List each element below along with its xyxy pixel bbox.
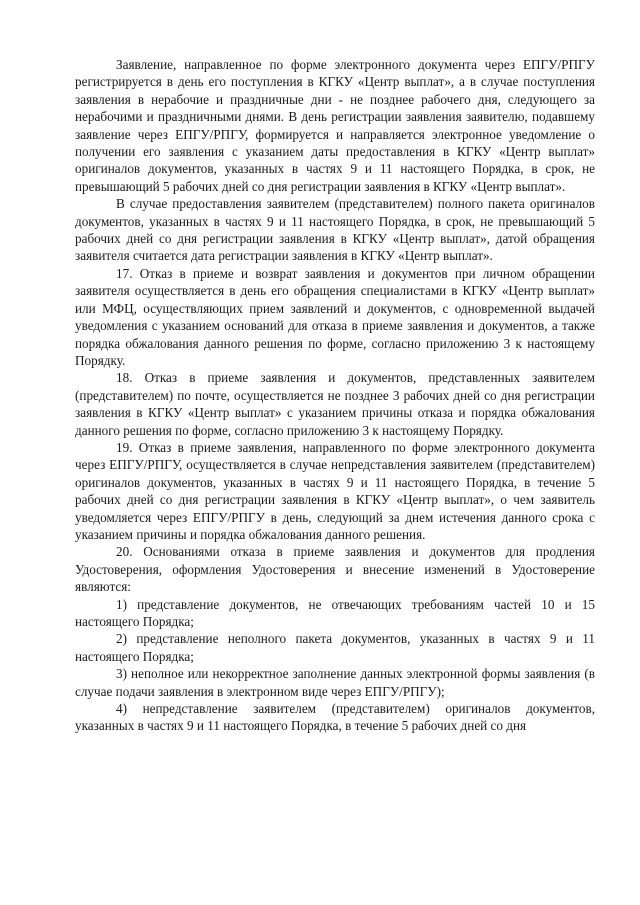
paragraph-18: 18. Отказ в приеме заявления и документов, представленных заявителем (представителем) по почте, осуществляется не позднее 3 рабочих дней со дня регистрации заявления в КГКУ «Центр выплат» с указанием причины отказа и порядка обжалования данного решения по форме, согласно приложению 3 к настоящему Порядку. [75,370,595,438]
paragraph-19: 19. Отказ в приеме заявления, направленного по форме электронного документа через ЕПГУ/РПГУ, осуществляется в случае непредставления заявителем (представителем) оригиналов документов, указанных в частях 9 и 11 настоящего Порядка, в течение 5 рабочих дней со дня регистрации заявления в КГКУ «Центр выплат», о чем заявитель уведомляется через ЕПГУ/РПГУ в день, следующий за днем истечения данного срока с указанием причины и порядка обжалования данного решения. [75,439,595,542]
document-page [75,56,595,735]
list-item-3: 3) неполное или некорректное заполнение данных электронной формы заявления (в случае подачи заявления в электронном виде через ЕПГУ/РПГУ); [75,666,595,699]
paragraph-full-package: В случае предоставления заявителем (представителем) полного пакета оригиналов документов, указанных в частях 9 и 11 настоящего Порядка, в срок, не превышающий 5 рабочих дней со дня регистрации заявления в КГКУ «Центр выплат», датой обращения заявителя считается дата регистрации заявления в КГКУ «Центр выплат». [75,196,595,264]
paragraph-17: 17. Отказ в приеме и возврат заявления и документов при личном обращении заявителя осуществляется в день его обращения специалистами в КГКУ «Центр выплат» или МФЦ, осуществляющих прием заявлений и документов, с одновременной выдачей уведомления с указанием оснований для отказа в приеме заявления и документов, а также порядка обжалования данного решения по форме, согласно приложению 3 к настоящему Порядку. [75,265,595,368]
paragraph-electronic-registration: Заявление, направленное по форме электронного документа через ЕПГУ/РПГУ регистрируется в день его поступления в КГКУ «Центр выплат», а в случае поступления заявления в нерабочие и праздничные дни - не позднее рабочего дня, следующего за нерабочими и праздничными днями. В день регистрации заявления заявителю, подавшему заявление через ЕПГУ/РПГУ, формируется и направляется электронное уведомление о получении его заявления с указанием даты предоставления в КГКУ «Центр выплат» оригиналов документов, указанных в частях 9 и 11 настоящего Порядка, в срок, не превышающий 5 рабочих дней со дня регистрации заявления в КГКУ «Центр выплат». [75,57,595,194]
list-item-1: 1) представление документов, не отвечающих требованиям частей 10 и 15 настоящего Порядка; [75,596,595,629]
list-item-2: 2) представление неполного пакета документов, указанных в частях 9 и 11 настоящего Порядка; [75,631,595,664]
list-item-4: 4) непредставление заявителем (представителем) оригиналов документов, указанных в частях 9 и 11 настоящего Порядка, в течение 5 рабочих дней со дня [75,701,595,734]
paragraph-20: 20. Основаниями отказа в приеме заявления и документов для продления Удостоверения, оформления Удостоверения и внесение изменений в Удостоверение являются: [75,544,595,595]
